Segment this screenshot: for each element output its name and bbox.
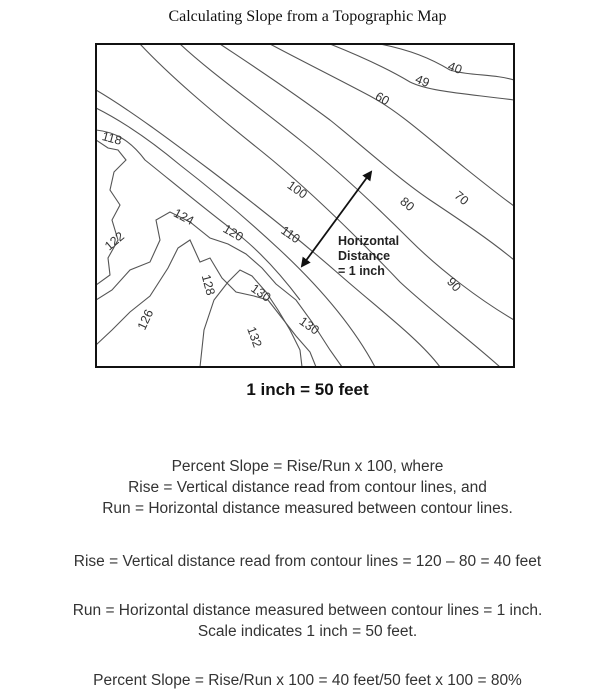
scale-caption: 1 inch = 50 feet [246,380,369,399]
contour-line [330,44,514,100]
contour-label: 126 [134,307,157,333]
distance-label-line: = 1 inch [338,264,385,278]
contour-label: 40 [446,59,464,77]
percent-slope-line: Percent Slope = Rise/Run x 100 = 40 feet/50 feet x 100 = 80% [93,672,522,689]
contour-line [140,44,500,367]
contour-line [270,44,514,206]
definition-line: Percent Slope = Rise/Run x 100, where [171,458,444,475]
page-title: Calculating Slope from a Topographic Map [168,8,447,25]
distance-label-line: Distance [338,249,391,263]
contour-label: 80 [397,194,417,215]
contour-line [96,212,342,367]
contour-label: 70 [451,188,472,208]
rise-calculation [0,551,615,572]
contour-label: 100 [284,178,310,202]
contour-label: 60 [372,89,392,109]
contour-label: 110 [278,223,303,247]
contour-label: 124 [171,205,197,229]
run-calculation [0,600,615,642]
contour-line [180,44,514,320]
rise-line: Rise = Vertical distance read from contour lines = 120 – 80 = 40 feet [73,553,542,570]
contour-label: 118 [100,129,124,148]
contour-label: 49 [413,71,432,91]
distance-label-line: Horizontal [338,234,400,248]
contour-label: 90 [443,274,464,295]
contour-label: 132 [244,324,265,350]
contour-labels [100,59,471,349]
definition-line: Run = Horizontal distance measured between contour lines. [102,500,513,517]
contour-label: 120 [220,221,246,245]
contour-label: 130 [296,314,322,338]
contour-line [220,44,514,260]
contour-line [96,240,316,367]
percent-slope-result [0,670,615,691]
run-line: Run = Horizontal distance measured between contour lines = 1 inch. [72,602,543,619]
contour-label: 130 [248,281,274,305]
contour-line [380,44,514,80]
contour-label: 122 [102,229,127,254]
definition-line: Rise = Vertical distance read from contour lines, and [128,479,487,496]
scale-note: Scale indicates 1 inch = 50 feet. [197,623,418,640]
slope-definition [0,456,615,519]
contour-label: 128 [198,273,218,297]
contour-line [96,140,126,285]
